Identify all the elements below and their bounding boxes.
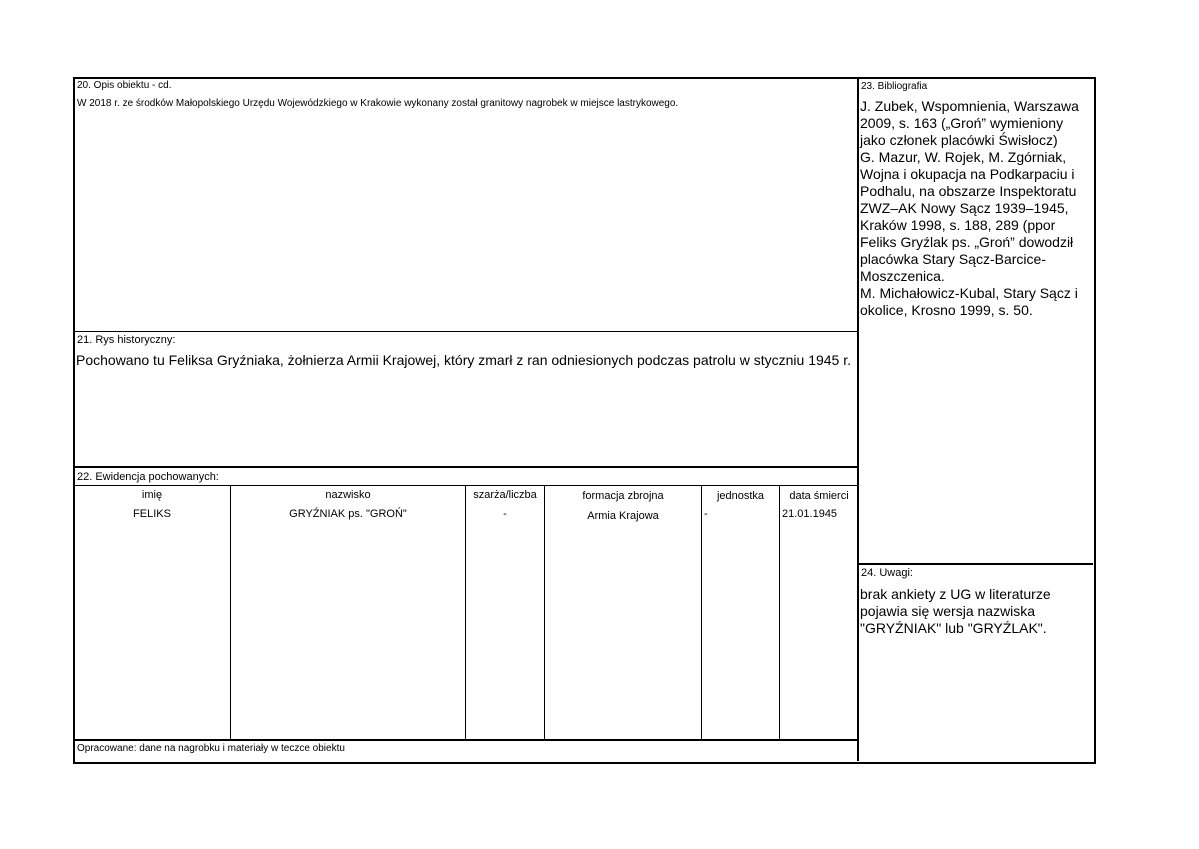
section-20-text: W 2018 r. ze środków Małopolskiego Urzędu Wojewódzkiego w Krakowie wykonany został granitowy nagrobek w miejsce lastrykowego. bbox=[77, 98, 679, 109]
table-col-divider-3 bbox=[544, 486, 545, 740]
table-cell-imie: FELIKS bbox=[133, 508, 171, 520]
separator-21-22 bbox=[74, 466, 858, 468]
section-20-title: 20. Opis obiektu - cd. bbox=[77, 80, 172, 91]
section-24-title: 24. Uwagi: bbox=[861, 567, 913, 579]
section-21-text: Pochowano tu Feliksa Gryźniaka, żołnierza Armii Krajowej, który zmarł z ran odniesionych podczas patrolu w styczniu 1945 r. bbox=[76, 352, 852, 368]
separator-23-24 bbox=[858, 563, 1093, 565]
table-col-divider-5 bbox=[779, 486, 780, 740]
column-header-imie: imię bbox=[141, 489, 163, 501]
separator-20-21 bbox=[74, 331, 858, 332]
table-cell-jednostka: - bbox=[704, 508, 708, 520]
column-header-szarza: szarża/liczba bbox=[473, 489, 537, 501]
separator-22-header bbox=[74, 485, 858, 486]
table-cell-nazwisko: GRYŹNIAK ps. "GROŃ" bbox=[289, 508, 407, 520]
section-24-text: brak ankiety z UG w literaturze pojawia się wersja nazwiska "GRYŹNIAK" lub "GRYŹLAK". bbox=[860, 586, 1051, 636]
table-col-divider-2 bbox=[465, 486, 466, 740]
column-header-formacja: formacja zbrojna bbox=[582, 490, 664, 502]
column-divider bbox=[857, 78, 859, 761]
table-col-divider-1 bbox=[230, 486, 231, 740]
table-cell-data: 21.01.1945 bbox=[782, 508, 838, 520]
separator-table-footer bbox=[74, 739, 858, 741]
footer-note: Opracowane: dane na nagrobku i materiały w teczce obiektu bbox=[77, 743, 345, 754]
table-cell-formacja: Armia Krajowa bbox=[587, 510, 659, 522]
table-col-divider-4 bbox=[701, 486, 702, 740]
bibliography-entry: G. Mazur, W. Rojek, M. Zgórniak, Wojna i okupacja na Podkarpaciu i Podhalu, na obszarze Inspektoratu ZWZ–AK Nowy Sącz 1939–1945, Kraków 1998, s. 188, 289 (ppor Feliks Gryźlak ps. „Groń” dowodził placówka Stary Sącz-Barcice-Moszczenica. bbox=[860, 149, 1077, 284]
section-23-title: 23. Bibliografia bbox=[861, 81, 928, 92]
section-21-title: 21. Rys historyczny: bbox=[77, 334, 176, 346]
column-header-data: data śmierci bbox=[789, 490, 849, 502]
column-header-nazwisko: nazwisko bbox=[325, 489, 371, 501]
column-header-jednostka: jednostka bbox=[716, 490, 765, 502]
bibliography-list bbox=[860, 98, 1090, 319]
bibliography-entry: M. Michałowicz-Kubal, Stary Sącz i okolice, Krosno 1999, s. 50. bbox=[860, 285, 1078, 318]
table-cell-szarza: - bbox=[503, 508, 507, 520]
bibliography-entry: J. Zubek, Wspomnienia, Warszawa 2009, s. 163 („Groń” wymieniony jako członek placówki Świsłocz) bbox=[860, 98, 1079, 148]
section-22-title: 22. Ewidencja pochowanych: bbox=[77, 471, 219, 483]
